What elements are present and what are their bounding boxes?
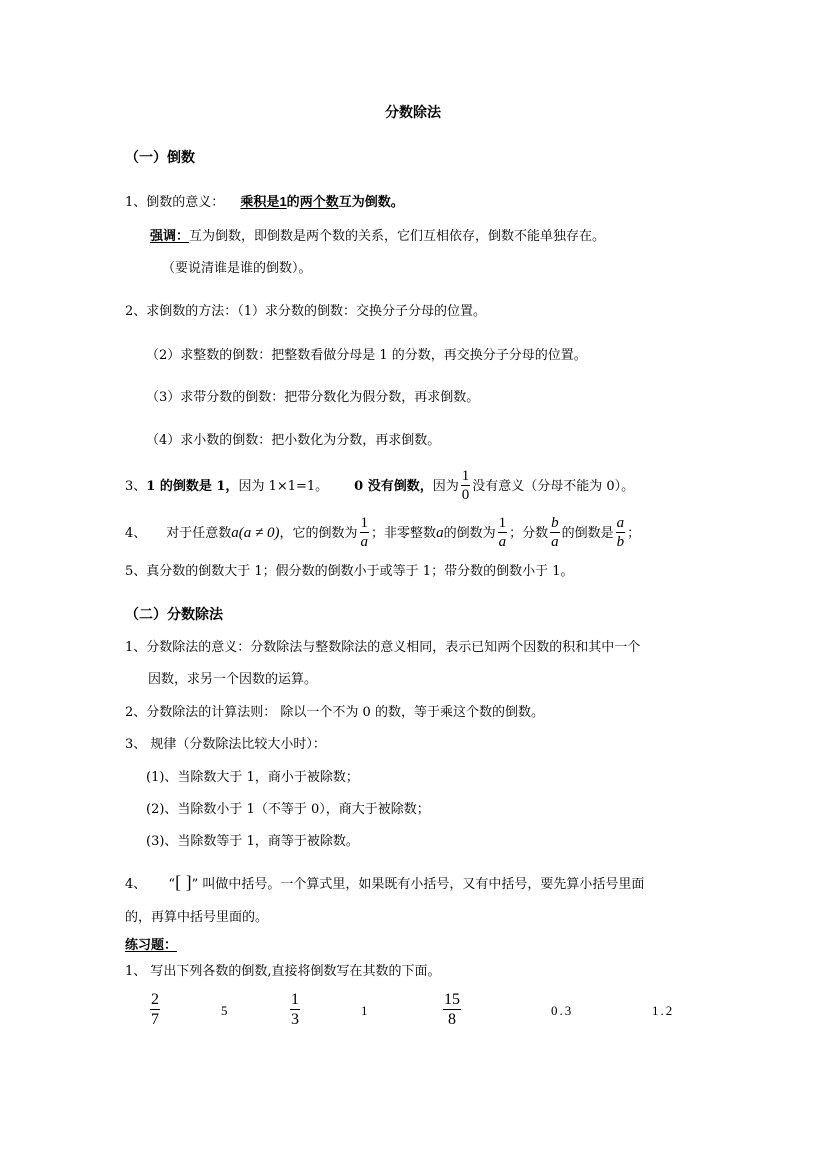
emphasis-note-2: （要说清谁是谁的倒数）。 [162, 261, 312, 276]
method-line-3: （3）求带分数的倒数：把带分数化为假分数，再求倒数。 [146, 390, 480, 405]
item4-text-c: ；非零整数 [371, 525, 437, 541]
fraction-numerator: 2 [151, 991, 159, 1008]
reciprocal-comparison: 5、真分数的倒数大于 1；假分数的倒数小于或等于 1；带分数的倒数小于 1。 [125, 564, 574, 579]
fraction-denominator: 0 [461, 487, 470, 503]
item3-bold-b: 0 没有倒数， [354, 478, 433, 494]
fraction-one-over-a [360, 516, 370, 550]
fraction-a-over-b [616, 516, 626, 550]
item4-var-a: a [436, 524, 444, 541]
emphasis-text: 互为倒数，即倒数是两个数的关系，它们互相依存，倒数不能单独存在。 [189, 229, 606, 244]
item3-prefix: 3、 [125, 478, 147, 494]
definition-prefix: 1、倒数的意义： [125, 195, 225, 210]
item3-text-a: 因为 1×1=1。 [238, 478, 329, 494]
exercise-number-0-3: 0.3 [551, 1003, 574, 1018]
method-line-2: （2）求整数的倒数：把整数看做分母是 1 的分数，再交换分子分母的位置。 [146, 348, 587, 363]
fraction-numerator: a [616, 515, 625, 531]
fraction-denominator: a [360, 534, 369, 550]
exercise-number-5: 5 [221, 1003, 228, 1018]
fraction-numerator: b [551, 515, 559, 531]
item3-bold-a: 1 的倒数是 1， [146, 478, 239, 494]
fraction-denominator: b [616, 534, 625, 550]
division-meaning-line-1: 1、分数除法的意义：分数除法与整数除法的意义相同，表示已知两个因数的积和其中一个 [125, 640, 641, 655]
item4-text-e: ；分数 [509, 525, 549, 541]
item4-text-f: 的倒数是 [561, 525, 614, 541]
fraction-b-over-a [550, 516, 560, 550]
fraction-one-over-zero [461, 469, 471, 503]
section-heading-reciprocal: （一）倒数 [125, 150, 195, 166]
fraction-denominator: 3 [291, 1011, 299, 1028]
item4-text-g: ； [627, 525, 641, 541]
fraction-denominator: a [551, 534, 559, 550]
emphasis-note [150, 230, 605, 243]
division-rule: 2、分数除法的计算法则： 除以一个不为 0 的数，等于乘这个数的倒数。 [125, 705, 544, 720]
fraction-denominator: 8 [448, 1011, 456, 1028]
method-line-1: 2、求倒数的方法：（1）求分数的倒数：交换分子分母的位置。 [125, 304, 487, 319]
exercise-question-1: 1、 写出下列各数的倒数,直接将倒数写在其数的下面。 [125, 964, 441, 979]
fraction-denominator: 7 [151, 1011, 159, 1028]
bracket-open-quote: “ [168, 877, 176, 892]
item4-prefix: 4、 [125, 525, 147, 541]
exercise-fraction-15-8 [441, 992, 463, 1028]
division-meaning-line-2: 因数，求另一个因数的运算。 [148, 672, 318, 687]
fraction-numerator: 15 [444, 991, 460, 1008]
reciprocal-of-one-zero [125, 469, 634, 503]
page-title: 分数除法 [385, 105, 441, 121]
bracket-rule-line-2: 的，再算中括号里面的。 [125, 910, 269, 925]
exercise-fraction-2-7 [148, 992, 162, 1028]
definition-emphasis-one: 1 [279, 194, 287, 209]
fraction-numerator: 1 [498, 515, 507, 531]
definition-emphasis-c: 两个数 [299, 195, 339, 210]
emphasis-label: 强调： [150, 229, 190, 244]
comparison-rule-2: (2)、当除数小于 1（不等于 0），商大于被除数； [146, 802, 430, 817]
bracket-rule-line-1 [125, 873, 644, 891]
reciprocal-general-rule [125, 516, 640, 550]
fraction-one-over-a-2 [498, 516, 508, 550]
comparison-rules-heading: 3、 规律（分数除法比较大小时）： [125, 737, 326, 752]
bracket-rule-prefix: 4、 [125, 877, 147, 892]
exercise-heading: 练习题： [125, 938, 178, 953]
fraction-numerator: 1 [360, 515, 369, 531]
definition-emphasis-a: 乘积是 [240, 195, 280, 210]
comparison-rule-1: (1)、当除数大于 1，商小于被除数； [146, 770, 359, 785]
definition-emphasis-d: 互为倒数。 [338, 195, 404, 210]
exercise-fraction-1-3 [288, 992, 302, 1028]
item4-var-expr: a(a ≠ 0) [231, 524, 280, 541]
comparison-rule-3: (3)、当除数等于 1，商等于被除数。 [146, 834, 359, 849]
item4-text-d: 的倒数为 [443, 525, 496, 541]
method-line-4: （4）求小数的倒数：把小数化为分数，再求倒数。 [146, 433, 441, 448]
fraction-numerator: 1 [461, 468, 470, 484]
exercise-number-1-2: 1.2 [652, 1003, 675, 1018]
section-heading-division: （二）分数除法 [125, 607, 223, 623]
item4-text-a: 对于任意数 [166, 525, 232, 541]
definition-emphasis-b: 的 [286, 195, 300, 210]
fraction-denominator: a [498, 534, 507, 550]
exercise-number-1: 1 [361, 1003, 368, 1018]
item4-text-b: ，它的倒数为 [279, 525, 358, 541]
square-bracket-symbol: [ ] [175, 872, 192, 892]
item3-text-b: 因为 [432, 478, 459, 494]
item3-text-c: 没有意义（分母不能为 0）。 [472, 478, 635, 494]
reciprocal-definition [125, 195, 404, 209]
bracket-rule-text: ” 叫做中括号。一个算式里，如果既有小括号，又有中括号，要先算小括号里面 [191, 877, 645, 892]
fraction-numerator: 1 [291, 991, 299, 1008]
